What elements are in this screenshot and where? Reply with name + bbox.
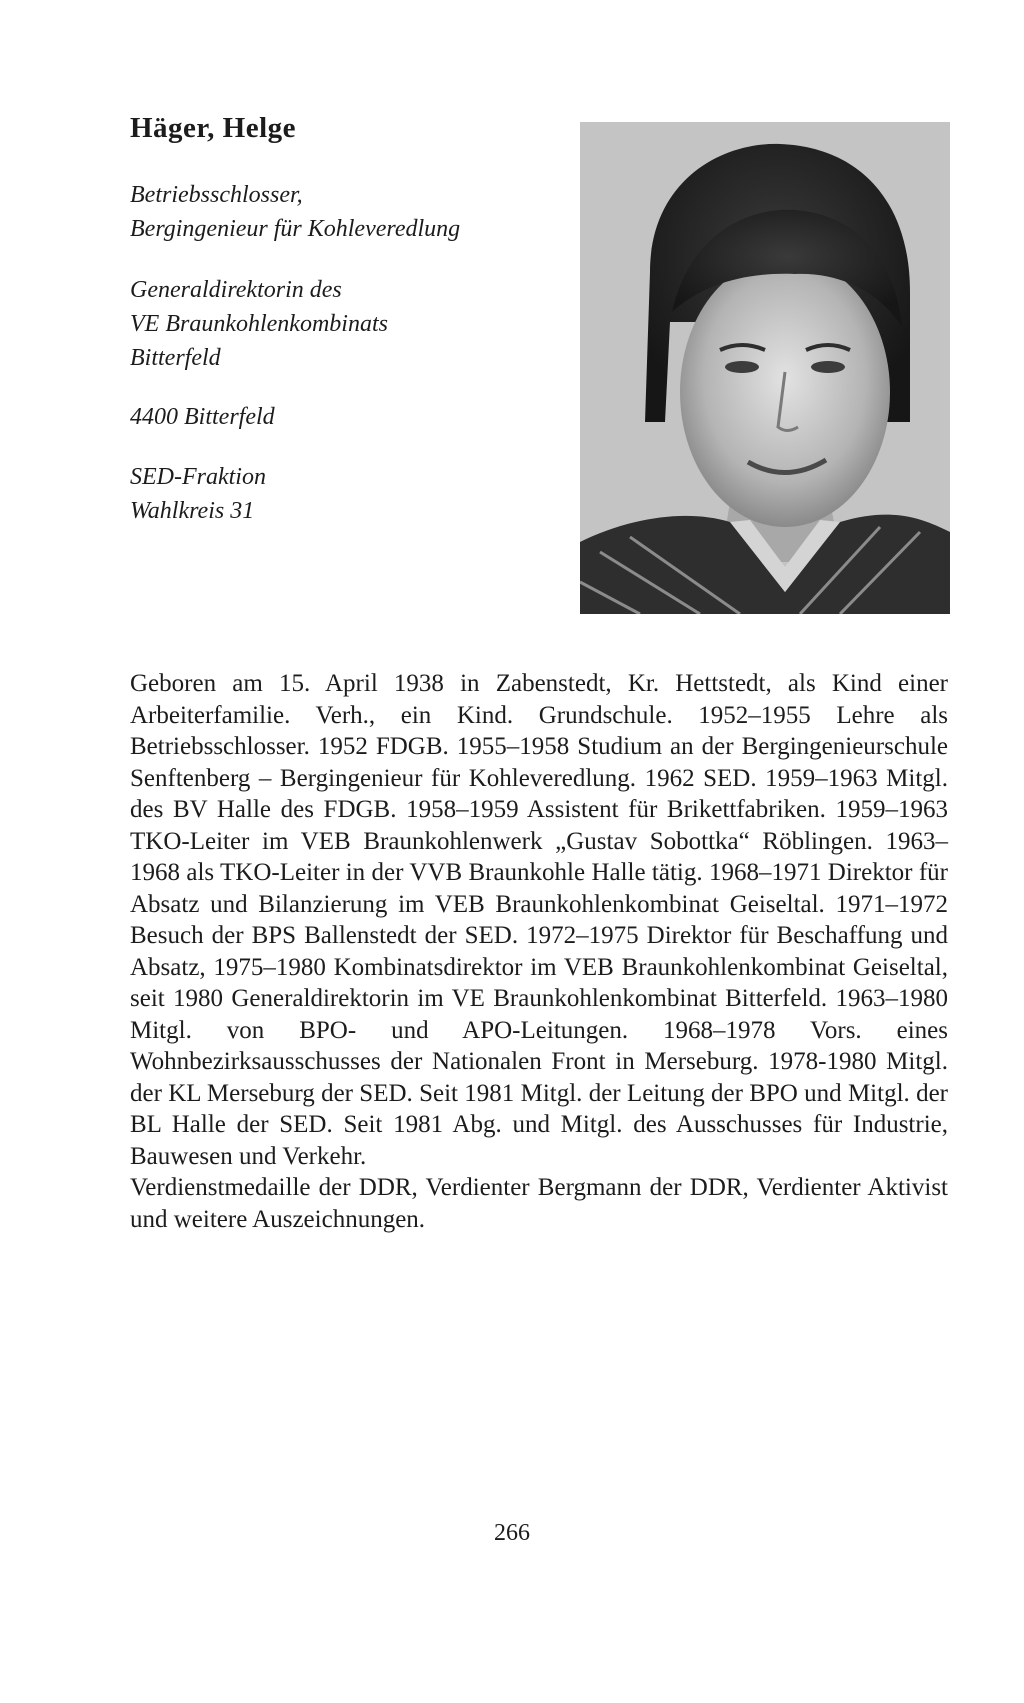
address-line: 4400 Bitterfeld (130, 404, 275, 430)
position-line: Generaldirektorin des (130, 277, 342, 303)
awards-paragraph: Verdienstmedaille der DDR, Verdienter Bergmann der DDR, Verdienter Aktivist und weitere Auszeichnungen. (130, 1174, 948, 1233)
address-block (130, 400, 275, 434)
biography-paragraph: Geboren am 15. April 1938 in Zabenstedt, Kr. Hettstedt, als Kind einer Arbeiterfamilie. Verh., ein Kind. Grundschule. 1952–1955 Lehre als Betriebsschlosser. 1952 FDGB. 1955–1958 Studium an der Bergingenieurschule Senftenberg – Bergingenieur für Kohleveredlung. 1962 SED. 1959–1963 Mitgl. des BV Halle des FDGB. 1958–1959 Assistent für Brikettfabriken. 1959–1963 TKO-Leiter im VEB Braunkohlenwerk „Gustav Sobottka“ Röblingen. 1963–1968 als TKO-Leiter in der VVB Braunkohle Halle tätig. 1968–1971 Direktor für Absatz und Bilanzierung im VEB Braunkohlenkombinat Geiseltal. 1971–1972 Besuch der BPS Ballenstedt der SED. 1972–1975 Direktor für Beschaffung und Absatz, 1975–1980 Kombinatsdirektor im VEB Braunkohlenkombinat Geiseltal, seit 1980 Generaldirektorin im VE Braunkohlenkombinat Bitterfeld. 1963–1980 Mitgl. von BPO- und APO-Leitungen. 1968–1978 Vors. eines Wohnbezirksausschusses der Nationalen Front in Merseburg. 1978-1980 Mitgl. der KL Merseburg der SED. Seit 1981 Mitgl. der Leitung der BPO und Mitgl. der BL Halle der SED. Seit 1981 Abg. und Mitgl. des Ausschusses für Industrie, Bauwesen und Verkehr. (130, 670, 948, 1170)
page-number: 266 (494, 1520, 530, 1546)
portrait-photo (580, 122, 950, 614)
position-line: Bitterfeld (130, 345, 221, 371)
position-line: VE Braunkohlenkombinats (130, 311, 388, 337)
biography (130, 668, 948, 1235)
faction-line: SED-Fraktion (130, 464, 266, 490)
occupation-line: Betriebsschlosser, (130, 182, 303, 208)
position-block (130, 273, 388, 375)
occupation-line: Bergingenieur für Kohleveredlung (130, 216, 461, 242)
constituency-line: Wahlkreis 31 (130, 498, 255, 524)
portrait-illustration (580, 122, 950, 614)
faction-block (130, 460, 266, 528)
person-name: Häger, Helge (130, 112, 296, 144)
occupation-block (130, 178, 460, 246)
